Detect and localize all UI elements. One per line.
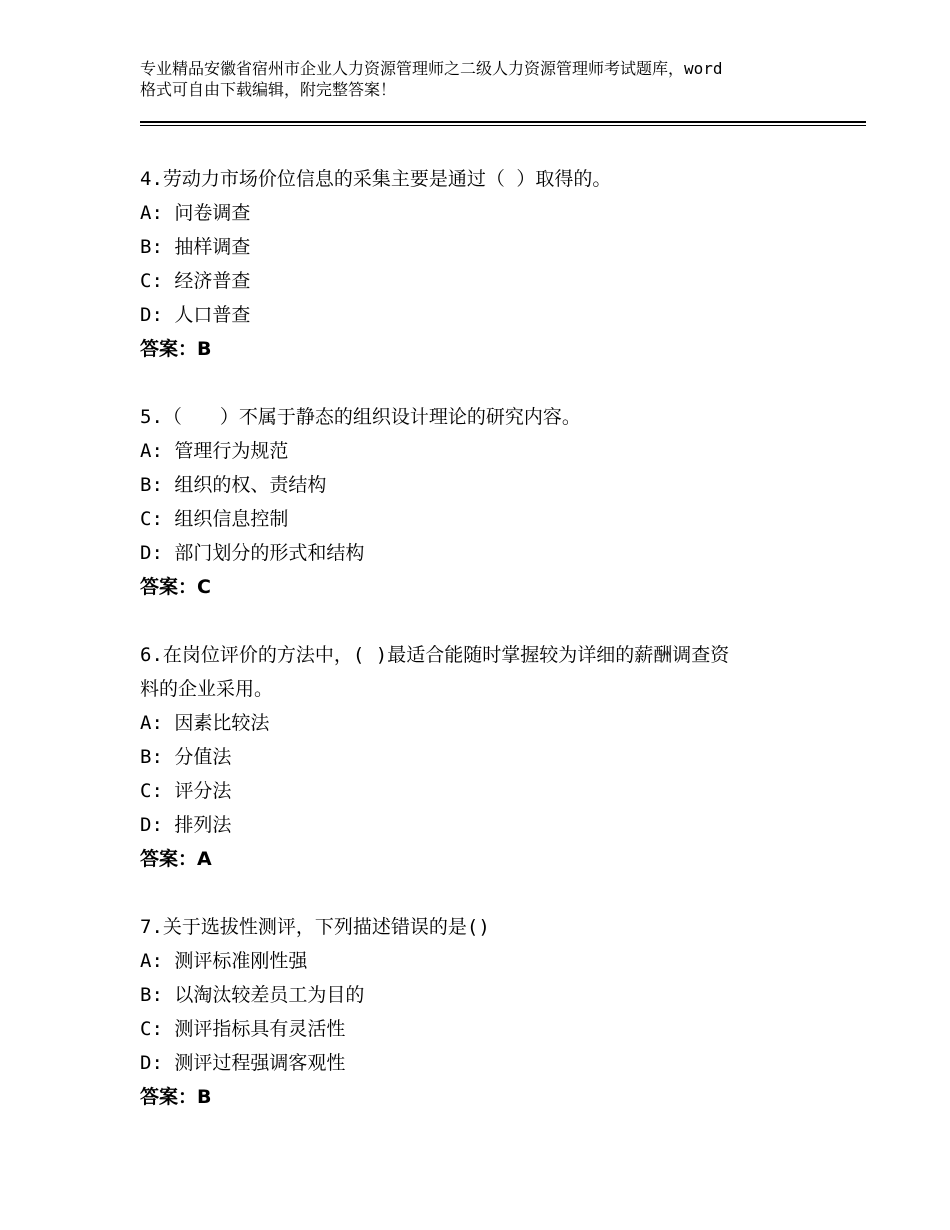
question-4 [140,162,820,366]
answer-label: 答案：B [140,338,212,360]
question-stem: 7.关于选拔性测评，下列描述错误的是() [140,916,490,938]
header-title-line-1: 专业精品安徽省宿州市企业人力资源管理师之二级人力资源管理师考试题库，word [140,59,723,78]
option-a: A: 因素比较法 [140,712,270,734]
question-list [140,162,820,1148]
question-stem: 5.（ ）不属于静态的组织设计理论的研究内容。 [140,406,581,428]
document-header [140,58,840,100]
header-title-line-2: 格式可自由下载编辑，附完整答案！ [140,80,397,99]
option-a: A: 测评标准刚性强 [140,950,308,972]
option-c: C: 经济普查 [140,270,251,292]
option-d: D: 排列法 [140,814,232,836]
question-7 [140,910,820,1114]
option-b: B: 分值法 [140,746,232,768]
option-d: D: 测评过程强调客观性 [140,1052,346,1074]
question-stem: 6.在岗位评价的方法中，( )最适合能随时掌握较为详细的薪酬调查资 [140,644,730,666]
header-divider-thick [140,121,866,123]
option-c: C: 测评指标具有灵活性 [140,1018,346,1040]
option-c: C: 评分法 [140,780,232,802]
option-c: C: 组织信息控制 [140,508,289,530]
option-d: D: 部门划分的形式和结构 [140,542,365,564]
question-5 [140,400,820,604]
option-b: B: 组织的权、责结构 [140,474,327,496]
option-b: B: 抽样调查 [140,236,251,258]
answer-label: 答案：C [140,576,211,598]
option-d: D: 人口普查 [140,304,251,326]
question-stem: 4.劳动力市场价位信息的采集主要是通过（ ）取得的。 [140,168,612,190]
question-stem-continued: 料的企业采用。 [140,678,274,700]
option-a: A: 管理行为规范 [140,440,289,462]
option-a: A: 问卷调查 [140,202,251,224]
header-divider-thin [140,125,866,126]
option-b: B: 以淘汰较差员工为目的 [140,984,365,1006]
question-6 [140,638,820,876]
answer-label: 答案：B [140,1086,212,1108]
answer-label: 答案：A [140,848,212,870]
